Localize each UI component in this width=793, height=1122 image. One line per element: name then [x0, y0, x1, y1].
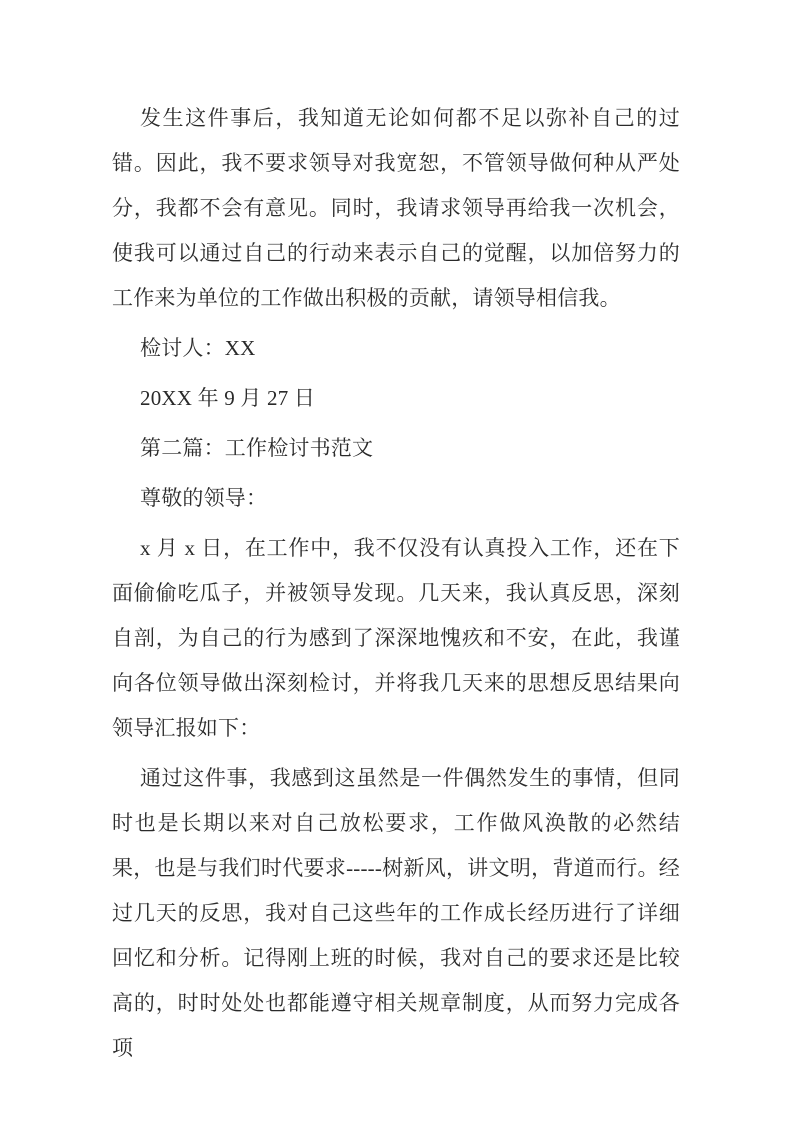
signature-line: 检讨人：XX: [140, 336, 256, 360]
date-line: 20XX 年 9 月 27 日: [140, 386, 316, 410]
section-title-second-essay: 第二篇：工作检讨书范文: [140, 436, 374, 460]
paragraph-reflection-truncated: 通过这件事，我感到这虽然是一件偶然发生的事情，但同时也是长期以来对自己放松要求，工作做风涣散的必然结果，也是与我们时代要求-----树新风，讲文明，背道而行。经过几天的反思，我对自己这些年的工作成长经历进行了详细回忆和分析。记得刚上班的时候，我对自己的要求还是比较高的，时时处处也都能遵守相关规章制度，从而努力完成各项: [112, 766, 680, 1060]
paragraph-apology-conclusion: 发生这件事后，我知道无论如何都不足以弥补自己的过错。因此，我不要求领导对我宽恕，不管领导做何种从严处分，我都不会有意见。同时，我请求领导再给我一次机会，使我可以通过自己的行动来表示自己的觉醒，以加倍努力的工作来为单位的工作做出积极的贡献，请领导相信我。: [112, 106, 680, 310]
paragraph-incident-description: x 月 x 日，在工作中，我不仅没有认真投入工作，还在下面偷偷吃瓜子，并被领导发现。几天来，我认真反思，深刻自剖，为自己的行为感到了深深地愧疚和不安，在此，我谨向各位领导做出深刻检讨，并将我几天来的思想反思结果向领导汇报如下：: [112, 536, 680, 740]
document-text-block: [112, 96, 680, 1076]
salutation-line: 尊敬的领导：: [140, 486, 268, 510]
